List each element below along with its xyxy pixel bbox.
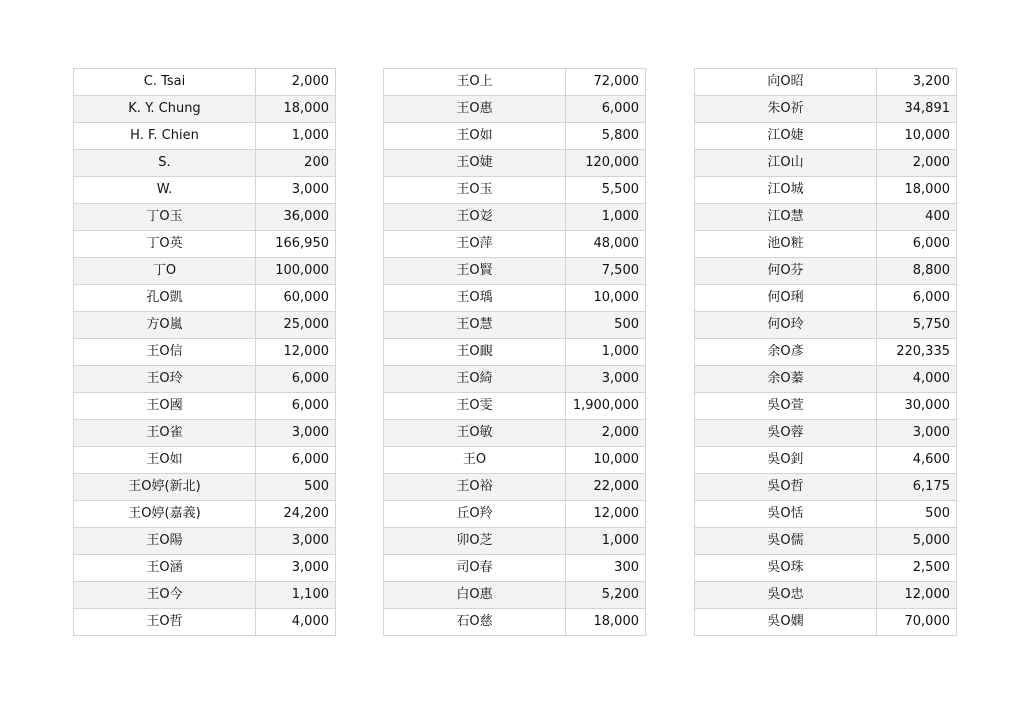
table-row <box>695 474 957 501</box>
donation-amount-cell: 6,000 <box>877 231 957 258</box>
donor-name-cell: 王O萍 <box>384 231 566 258</box>
donor-name-cell: 卯O芝 <box>384 528 566 555</box>
table-row <box>74 420 336 447</box>
donation-amount-cell: 2,000 <box>256 69 336 96</box>
donation-amount-cell: 2,000 <box>877 150 957 177</box>
donation-amount-cell: 1,000 <box>256 123 336 150</box>
donation-amount-cell: 3,000 <box>256 177 336 204</box>
donation-amount-cell: 60,000 <box>256 285 336 312</box>
table-row <box>695 555 957 582</box>
table-row <box>695 501 957 528</box>
donation-amount-cell: 18,000 <box>877 177 957 204</box>
donation-amount-cell: 10,000 <box>877 123 957 150</box>
table-row <box>695 420 957 447</box>
donation-amount-cell: 500 <box>877 501 957 528</box>
donation-amount-cell: 5,000 <box>877 528 957 555</box>
table-row <box>74 366 336 393</box>
donation-amount-cell: 3,000 <box>256 420 336 447</box>
donor-name-cell: 江O慧 <box>695 204 877 231</box>
donor-table-left <box>73 68 336 636</box>
donation-amount-cell: 5,750 <box>877 312 957 339</box>
donation-amount-cell: 36,000 <box>256 204 336 231</box>
table-row <box>384 420 646 447</box>
donor-name-cell: 王O雯 <box>384 393 566 420</box>
table-row <box>695 447 957 474</box>
donor-name-cell: 向O昭 <box>695 69 877 96</box>
donor-name-cell: 余O蓁 <box>695 366 877 393</box>
donor-name-cell: 白O惠 <box>384 582 566 609</box>
donation-amount-cell: 166,950 <box>256 231 336 258</box>
donation-amount-cell: 3,000 <box>877 420 957 447</box>
table-row <box>695 285 957 312</box>
donor-name-cell: 吳O萱 <box>695 393 877 420</box>
donation-amount-cell: 100,000 <box>256 258 336 285</box>
donation-amount-cell: 4,000 <box>256 609 336 636</box>
table-row <box>74 177 336 204</box>
table-row <box>384 231 646 258</box>
table-row <box>74 609 336 636</box>
table-row <box>74 96 336 123</box>
donation-amount-cell: 22,000 <box>566 474 646 501</box>
donor-name-cell: K. Y. Chung <box>74 96 256 123</box>
table-row <box>384 69 646 96</box>
donation-amount-cell: 6,000 <box>566 96 646 123</box>
table-row <box>74 393 336 420</box>
table-row <box>74 285 336 312</box>
donor-name-cell: 丁O英 <box>74 231 256 258</box>
table-row <box>695 69 957 96</box>
donor-name-cell: 王O慧 <box>384 312 566 339</box>
table-row <box>384 393 646 420</box>
donor-name-cell: 王O <box>384 447 566 474</box>
table-row <box>695 123 957 150</box>
donation-amount-cell: 500 <box>256 474 336 501</box>
table-row <box>74 231 336 258</box>
donation-amount-cell: 24,200 <box>256 501 336 528</box>
donor-name-cell: 王O國 <box>74 393 256 420</box>
table-row <box>74 150 336 177</box>
table-row <box>384 366 646 393</box>
donor-name-cell: 何O琍 <box>695 285 877 312</box>
donation-amount-cell: 3,000 <box>566 366 646 393</box>
donor-name-cell: 方O嵐 <box>74 312 256 339</box>
donation-amount-cell: 70,000 <box>877 609 957 636</box>
donor-name-cell: 丁O <box>74 258 256 285</box>
donor-name-cell: 吳O儒 <box>695 528 877 555</box>
table-row <box>695 582 957 609</box>
donation-amount-cell: 4,000 <box>877 366 957 393</box>
table-row <box>695 177 957 204</box>
donor-name-cell: 王O綺 <box>384 366 566 393</box>
donor-table-right <box>694 68 957 636</box>
donation-amount-cell: 30,000 <box>877 393 957 420</box>
donor-name-cell: 王O婷(嘉義) <box>74 501 256 528</box>
donor-name-cell: 王O如 <box>74 447 256 474</box>
donation-amount-cell: 12,000 <box>877 582 957 609</box>
table-row <box>74 528 336 555</box>
donor-name-cell: 丁O玉 <box>74 204 256 231</box>
table-row <box>695 393 957 420</box>
donation-amount-cell: 1,000 <box>566 528 646 555</box>
donor-name-cell: 王O惠 <box>384 96 566 123</box>
donation-amount-cell: 25,000 <box>256 312 336 339</box>
table-row <box>695 312 957 339</box>
donor-name-cell: 江O婕 <box>695 123 877 150</box>
donor-name-cell: 王O瑀 <box>384 285 566 312</box>
donation-amount-cell: 8,800 <box>877 258 957 285</box>
donor-table-middle <box>383 68 646 636</box>
donor-name-cell: C. Tsai <box>74 69 256 96</box>
table-row <box>384 555 646 582</box>
donation-amount-cell: 10,000 <box>566 285 646 312</box>
table-row <box>74 339 336 366</box>
donor-name-cell: 丘O羚 <box>384 501 566 528</box>
donation-amount-cell: 3,000 <box>256 555 336 582</box>
donation-amount-cell: 12,000 <box>566 501 646 528</box>
donation-amount-cell: 1,000 <box>566 339 646 366</box>
table-row <box>695 204 957 231</box>
donation-amount-cell: 48,000 <box>566 231 646 258</box>
donation-amount-cell: 220,335 <box>877 339 957 366</box>
donation-amount-cell: 2,500 <box>877 555 957 582</box>
table-row <box>74 312 336 339</box>
donor-name-cell: 王O賢 <box>384 258 566 285</box>
table-row <box>384 150 646 177</box>
donor-name-cell: 池O粧 <box>695 231 877 258</box>
donation-amount-cell: 7,500 <box>566 258 646 285</box>
donor-name-cell: 王O陽 <box>74 528 256 555</box>
donation-amount-cell: 120,000 <box>566 150 646 177</box>
donor-name-cell: 吳O珠 <box>695 555 877 582</box>
donor-name-cell: 王O如 <box>384 123 566 150</box>
table-row <box>384 582 646 609</box>
donor-name-cell: 吳O哲 <box>695 474 877 501</box>
donation-amount-cell: 4,600 <box>877 447 957 474</box>
donation-amount-cell: 3,000 <box>256 528 336 555</box>
table-row <box>695 150 957 177</box>
donor-name-cell: 吳O釗 <box>695 447 877 474</box>
donation-amount-cell: 400 <box>877 204 957 231</box>
table-row <box>384 96 646 123</box>
table-row <box>384 123 646 150</box>
donation-amount-cell: 12,000 <box>256 339 336 366</box>
donor-name-cell: 王O涵 <box>74 555 256 582</box>
donor-name-cell: 朱O祈 <box>695 96 877 123</box>
donation-amount-cell: 3,200 <box>877 69 957 96</box>
table-row <box>695 609 957 636</box>
donor-name-cell: 何O芬 <box>695 258 877 285</box>
donation-amount-cell: 5,500 <box>566 177 646 204</box>
donation-amount-cell: 6,000 <box>256 447 336 474</box>
donor-name-cell: 王O婷(新北) <box>74 474 256 501</box>
table-row <box>384 474 646 501</box>
table-row <box>74 204 336 231</box>
donor-name-cell: 王O靦 <box>384 339 566 366</box>
table-row <box>74 501 336 528</box>
donation-amount-cell: 1,000 <box>566 204 646 231</box>
donor-name-cell: 王O玉 <box>384 177 566 204</box>
table-row <box>695 258 957 285</box>
donor-name-cell: 江O城 <box>695 177 877 204</box>
donor-name-cell: 王O上 <box>384 69 566 96</box>
donor-name-cell: S. <box>74 150 256 177</box>
table-row <box>384 312 646 339</box>
donor-name-cell: 孔O凱 <box>74 285 256 312</box>
table-row <box>384 501 646 528</box>
donation-amount-cell: 6,000 <box>256 366 336 393</box>
donation-amount-cell: 5,200 <box>566 582 646 609</box>
donation-amount-cell: 10,000 <box>566 447 646 474</box>
table-row <box>384 447 646 474</box>
table-row <box>74 447 336 474</box>
table-row <box>74 582 336 609</box>
donor-name-cell: 王O彣 <box>384 204 566 231</box>
table-row <box>74 123 336 150</box>
table-row <box>74 474 336 501</box>
table-row <box>384 258 646 285</box>
donor-name-cell: 吳O恬 <box>695 501 877 528</box>
donor-name-cell: 何O玲 <box>695 312 877 339</box>
donor-name-cell: 余O彥 <box>695 339 877 366</box>
table-row <box>74 69 336 96</box>
table-row <box>695 231 957 258</box>
donor-name-cell: 吳O蓉 <box>695 420 877 447</box>
donation-amount-cell: 5,800 <box>566 123 646 150</box>
donor-name-cell: 王O婕 <box>384 150 566 177</box>
donor-name-cell: 吳O嫻 <box>695 609 877 636</box>
donor-name-cell: 司O春 <box>384 555 566 582</box>
table-row <box>384 609 646 636</box>
donor-name-cell: 吳O忠 <box>695 582 877 609</box>
table-row <box>384 339 646 366</box>
donation-amount-cell: 500 <box>566 312 646 339</box>
donation-amount-cell: 18,000 <box>256 96 336 123</box>
donor-name-cell: H. F. Chien <box>74 123 256 150</box>
table-row <box>74 258 336 285</box>
donation-amount-cell: 1,100 <box>256 582 336 609</box>
donation-amount-cell: 6,175 <box>877 474 957 501</box>
table-row <box>695 366 957 393</box>
table-row <box>384 528 646 555</box>
donor-name-cell: 王O信 <box>74 339 256 366</box>
table-row <box>384 285 646 312</box>
table-row <box>695 528 957 555</box>
donor-name-cell: 石O慈 <box>384 609 566 636</box>
donation-amount-cell: 18,000 <box>566 609 646 636</box>
donor-name-cell: 王O裕 <box>384 474 566 501</box>
donation-amount-cell: 300 <box>566 555 646 582</box>
donor-name-cell: 江O山 <box>695 150 877 177</box>
donation-amount-cell: 72,000 <box>566 69 646 96</box>
donor-name-cell: 王O敏 <box>384 420 566 447</box>
donation-amount-cell: 200 <box>256 150 336 177</box>
donation-amount-cell: 6,000 <box>256 393 336 420</box>
donation-amount-cell: 2,000 <box>566 420 646 447</box>
donation-amount-cell: 6,000 <box>877 285 957 312</box>
donor-name-cell: 王O哲 <box>74 609 256 636</box>
donor-name-cell: W. <box>74 177 256 204</box>
donor-name-cell: 王O雀 <box>74 420 256 447</box>
table-row <box>695 339 957 366</box>
table-row <box>384 204 646 231</box>
table-row <box>74 555 336 582</box>
donor-name-cell: 王O今 <box>74 582 256 609</box>
table-row <box>384 177 646 204</box>
donation-amount-cell: 34,891 <box>877 96 957 123</box>
table-row <box>695 96 957 123</box>
donor-name-cell: 王O玲 <box>74 366 256 393</box>
donation-amount-cell: 1,900,000 <box>566 393 646 420</box>
